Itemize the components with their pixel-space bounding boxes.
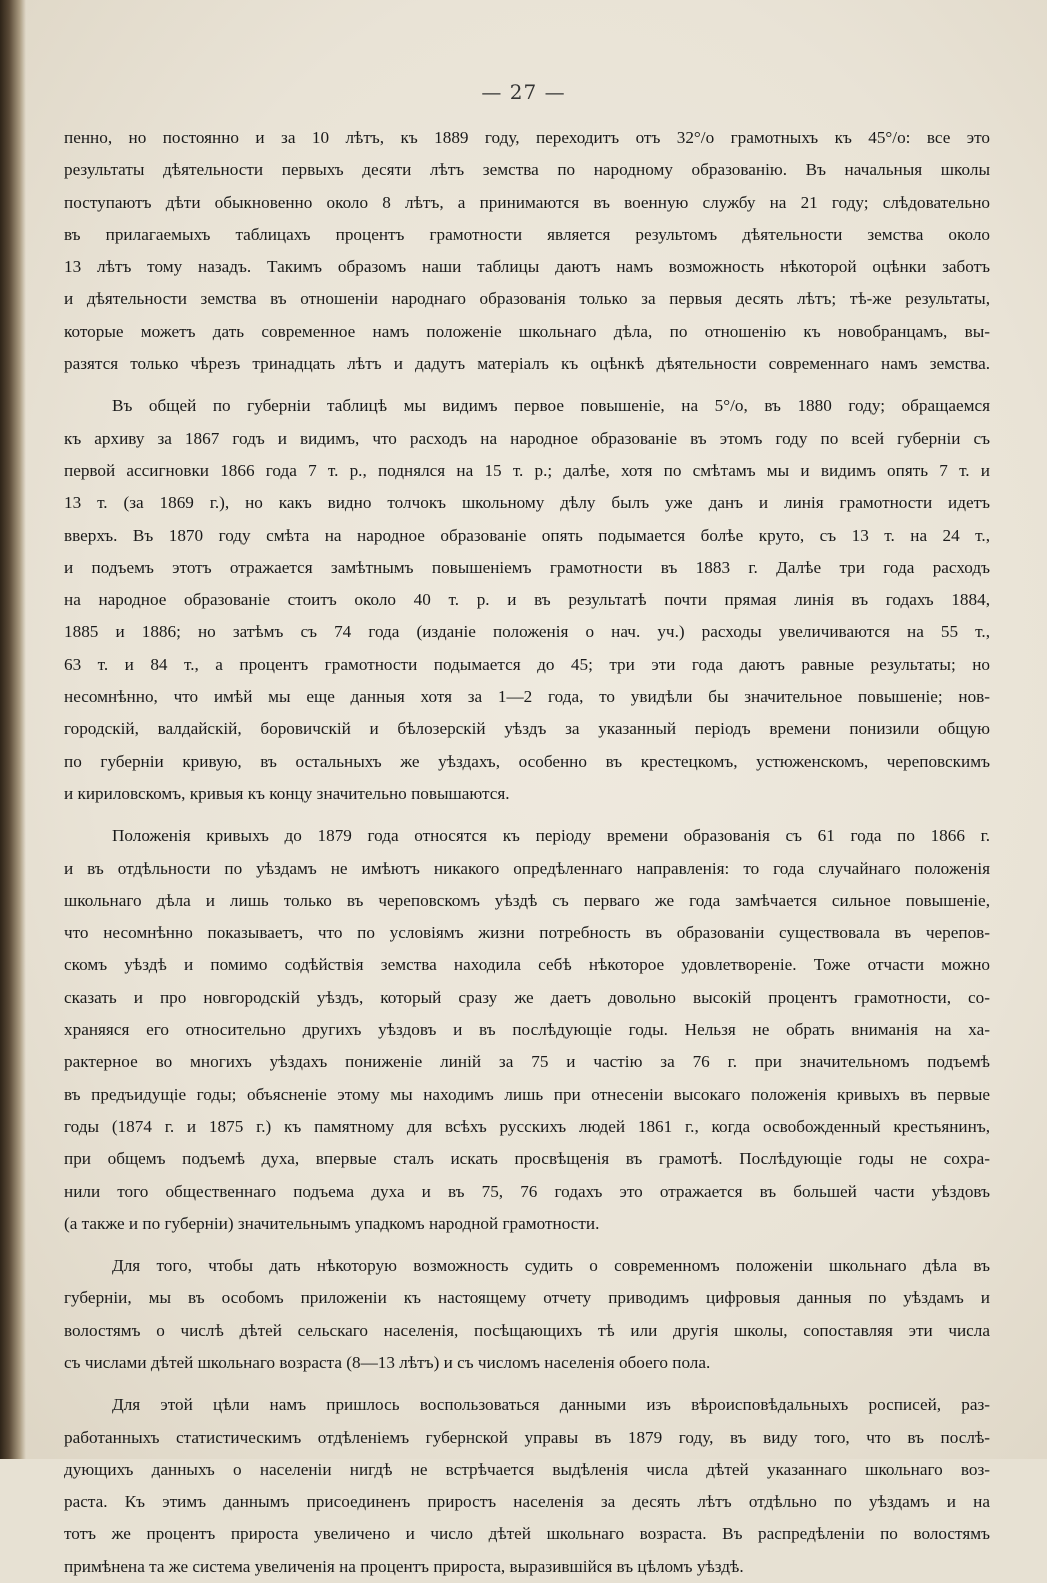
text-line: въ предъидущіе годы; объясненіе этому мы находимъ лишь при отнесеніи высокаго положенія кривыхъ въ первые [64,1084,990,1104]
text-line: 63 т. и 84 т., а процентъ грамотности подымается до 45; три эти года даютъ равные результаты; но [64,654,990,674]
text-line: нили того общественнаго подъема духа и въ 75, 76 годахъ это отражается въ большей части уѣздовъ [64,1181,990,1201]
text-line: въ прилагаемыхъ таблицахъ процентъ грамотности является результомъ дѣятельности земства около [64,224,990,244]
text-line: несомнѣнно, что имѣй мы еще данныя хотя за 1—2 года, то увидѣли бы значительное повышеніе; нов- [64,687,990,707]
text-line: дующихъ данныхъ о населеніи нигдѣ не встрѣчается выдѣленія числа дѣтей указаннаго школьнаго воз- [64,1459,990,1479]
text-line: 13 лѣтъ тому назадъ. Такимъ образомъ наши таблицы даютъ намъ возможность нѣкоторой оцѣнки заботъ [64,257,990,277]
text-line: тотъ же процентъ прироста увеличено и число дѣтей школьнаго возраста. Въ распредѣленіи по волостямъ [64,1524,990,1544]
text-line: храняяся его относительно другихъ уѣздовъ и въ послѣдующіе годы. Нельзя не обрать вниманія на ха- [64,1020,990,1040]
text-line: вверхъ. Въ 1870 году смѣта на народное образованіе опять подымается болѣе круто, съ 13 т. на 24 т., [64,525,990,545]
text-line: по губерніи кривую, въ остальныхъ же уѣздахъ, особенно въ крестецкомъ, устюженскомъ, череповскимъ [64,751,990,771]
text-line: школьнаго дѣла и лишь только въ череповскомъ уѣздѣ съ перваго же года замѣчается сильное повышеніе, [64,890,990,910]
text-line: къ архиву за 1867 годъ и видимъ, что расходъ на народное образованіе въ этомъ году по всей губерніи съ [64,428,990,448]
text-line: сказать и про новгородскій уѣздъ, который сразу же даетъ довольно высокій процентъ грамотности, со- [64,987,990,1007]
paragraph-1 [64,122,990,380]
text-line: первой ассигновки 1866 года 7 т. р., поднялся на 15 т. р.; далѣе, хотя по смѣтамъ мы и видимъ опять 7 т. и [64,460,990,480]
text-line: 13 т. (за 1869 г.), но какъ видно толчокъ школьному дѣлу былъ уже данъ и линія грамотности идетъ [64,493,990,513]
text-line: пенно, но постоянно и за 10 лѣтъ, къ 1889 году, переходитъ отъ 32°/о грамотныхъ къ 45°/о: все это [64,128,990,147]
text-line: Въ общей по губерніи таблицѣ мы видимъ первое повышеніе, на 5°/о, въ 1880 году; обращаемся [112,396,990,416]
paragraph-3 [64,820,990,1240]
text-line: и кириловскомъ, кривыя къ концу значительно повышаются. [64,783,510,803]
text-line: при общемъ подъемѣ духа, впервые сталъ искать просвѣщенія въ грамотѣ. Послѣдующіе годы не сохра- [64,1149,990,1169]
text-line: примѣнена та же система увеличенія на процентъ прироста, выразившійся въ цѣломъ уѣздѣ. [64,1556,744,1576]
text-line: 1885 и 1886; но затѣмъ съ 74 года (изданіе положенія о нач. уч.) расходы увеличиваются на 55 т., [64,622,990,642]
page-number: — 27 — [481,80,566,104]
text-line: что несомнѣнно показываетъ, что по условіямъ жизни потребность въ образованіи существовала въ черепов- [64,923,990,943]
binding-shadow [0,0,26,1459]
text-line: губерніи, мы въ особомъ приложеніи къ настоящему отчету приводимъ цифровыя данныя по уѣздамъ и [64,1288,990,1308]
text-line: рактерное во многихъ уѣздахъ пониженіе линій за 75 и частію за 76 г. при значительномъ подъемѣ [64,1052,990,1072]
text-line: Для того, чтобы дать нѣкоторую возможность судить о современномъ положеніи школьнаго дѣла въ [112,1256,990,1276]
text-line: скомъ уѣздѣ и помимо содѣйствія земства находила себѣ нѣкоторое удовлетвореніе. Тоже отчасти можно [64,955,990,975]
text-line: результаты дѣятельности первыхъ десяти лѣтъ земства по народному образованію. Въ начальныя школы [64,160,990,180]
text-line: волостямъ о числѣ дѣтей сельскаго населенія, посѣщающихъ тѣ или другія школы, сопоставляя эти числа [64,1320,990,1340]
text-line: городскій, валдайскій, боровичскій и бѣлозерскій уѣздъ за указанный періодъ времени понизили общую [64,719,990,739]
text-line: и въ отдѣльности по уѣздамъ не имѣютъ никакого опредѣленнаго направленія: то года случайнаго положенія [64,858,990,878]
text-line: работанныхъ статистическимъ отдѣленіемъ губернской управы въ 1879 году, въ виду того, что въ послѣ- [64,1427,990,1447]
paragraph-4 [64,1250,990,1379]
text-line: (а также и по губерніи) значительнымъ упадкомъ народной грамотности. [64,1213,600,1233]
text-line: Положенія кривыхъ до 1879 года относятся къ періоду времени образованія съ 61 года по 1866 г. [112,826,990,846]
text-line: съ числами дѣтей школьнаго возраста (8—13 лѣтъ) и съ числомъ населенія обоего пола. [64,1352,711,1372]
text-line: которые можетъ дать современное намъ положеніе школьнаго дѣла, по отношенію къ новобранцамъ, вы- [64,321,990,341]
text-line: и дѣятельности земства въ отношеніи народнаго образованія только за первыя десять лѣтъ; тѣ-же результаты, [64,289,990,309]
text-line: поступаютъ дѣти обыкновенно около 8 лѣтъ, а принимаются въ военную службу на 21 году; слѣдовательно [64,192,990,212]
paragraph-5 [64,1389,990,1583]
text-line: Для этой цѣли намъ пришлось воспользоваться данными изъ вѣроисповѣдальныхъ росписей, раз- [112,1395,990,1415]
text-line: на народное образованіе стоитъ около 40 т. р. и въ результатѣ почти прямая линія въ годахъ 1884, [64,590,990,610]
text-line: годы (1874 г. и 1875 г.) къ памятному для всѣхъ русскихъ людей 1861 г., когда освобожденный крестьянинъ, [64,1116,990,1136]
body-text [64,122,990,1583]
paragraph-2 [64,390,990,810]
text-line: разятся только чѣрезъ тринадцать лѣтъ и дадутъ матеріалъ къ оцѣнкѣ дѣятельности современнаго намъ земства. [64,354,990,374]
text-line: и подъемъ этотъ отражается замѣтнымъ повышеніемъ грамотности въ 1883 г. Далѣе три года расходъ [64,557,990,577]
text-line: раста. Къ этимъ даннымъ присоединенъ приростъ населенія за десять лѣтъ отдѣльно по уѣздамъ и на [64,1492,990,1512]
